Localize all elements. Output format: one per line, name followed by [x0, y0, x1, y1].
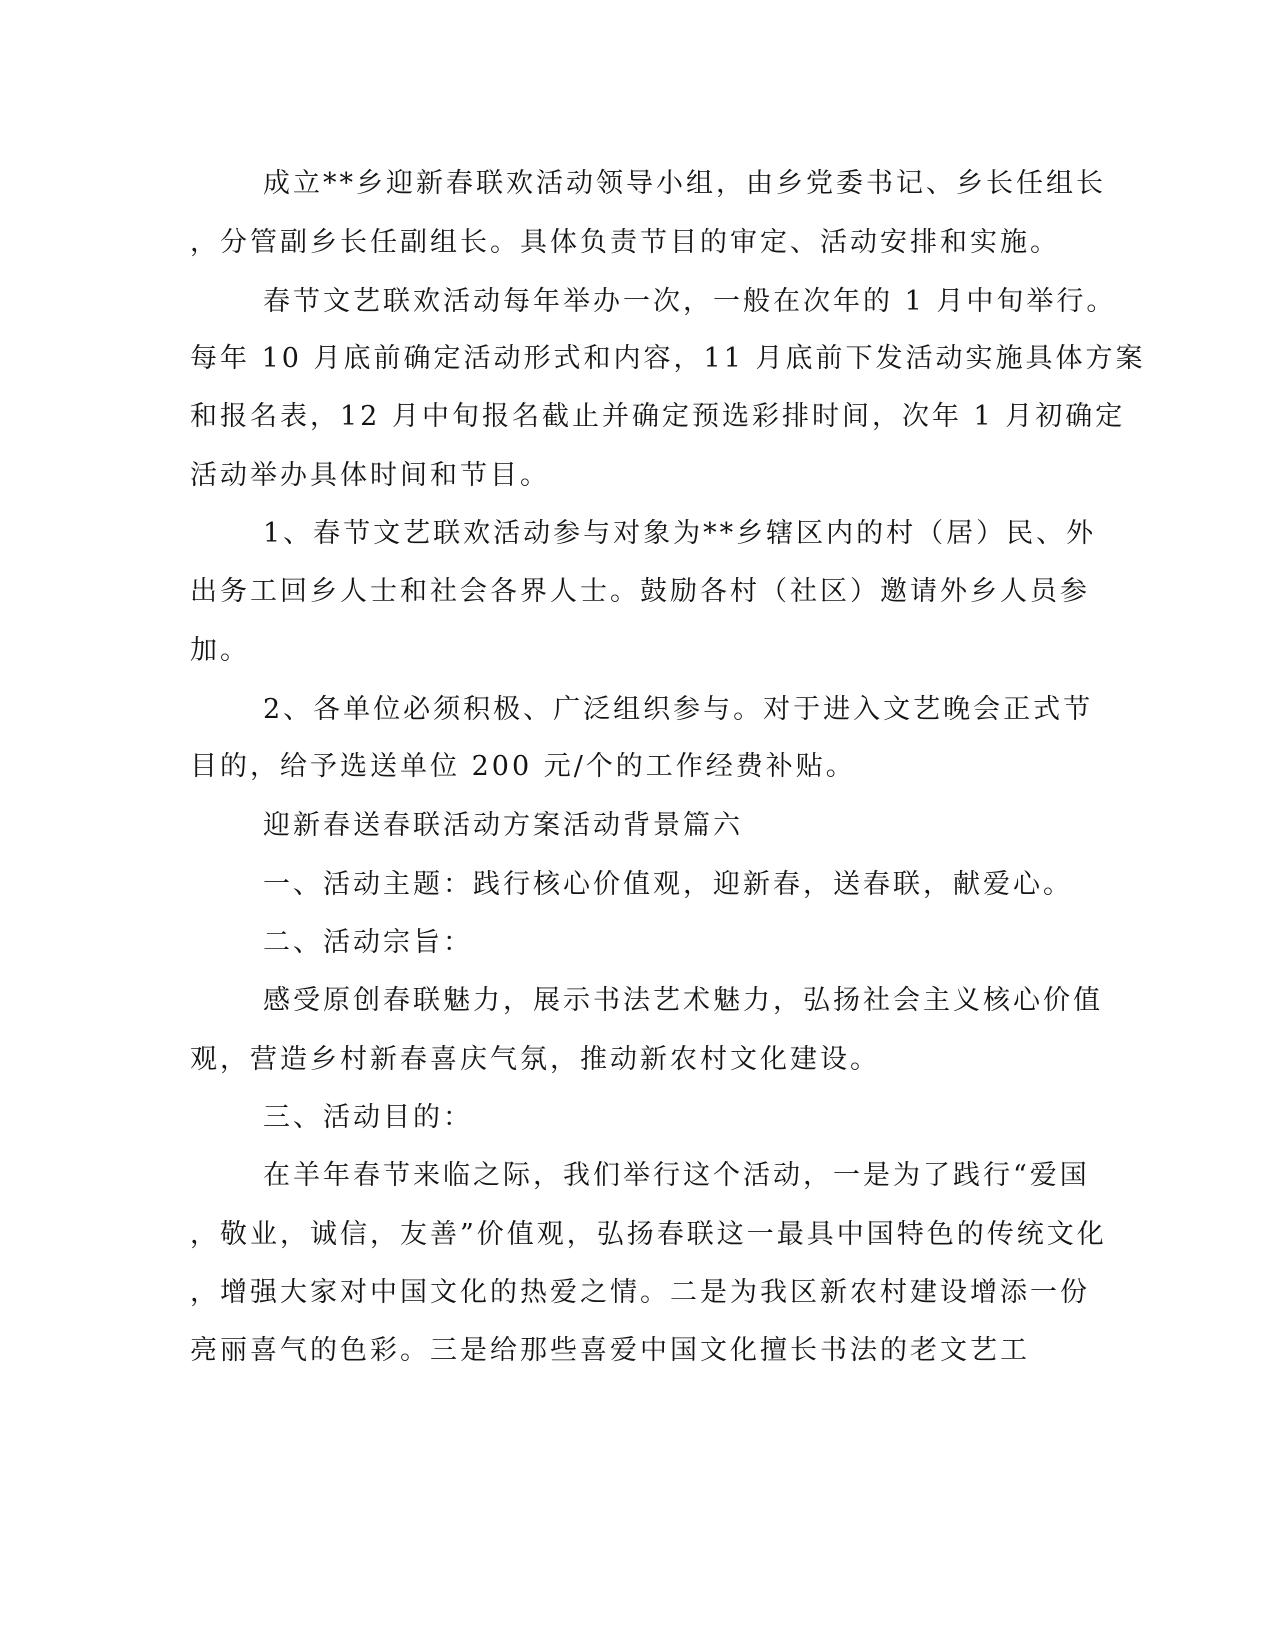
text-line: 1、春节文艺联欢活动参与对象为**乡辖区内的村（居）民、外 — [263, 518, 1097, 549]
text-line: 春节文艺联欢活动每年举办一次，一般在次年的 1 月中旬举行。 — [263, 286, 1117, 317]
section-heading: 迎新春送春联活动方案活动背景篇六 — [263, 810, 743, 841]
text-line: 加。 — [190, 635, 250, 666]
text-line: 每年 10 月底前确定活动形式和内容，11 月底前下发活动实施具体方案 — [190, 343, 1146, 374]
text-line: 一、活动主题：践行核心价值观，迎新春，送春联，献爱心。 — [263, 869, 1073, 900]
text-line: 亮丽喜气的色彩。三是给那些喜爱中国文化擅长书法的老文艺工 — [190, 1335, 1030, 1366]
text-line: 和报名表，12 月中旬报名截止并确定预选彩排时间，次年 1 月初确定 — [190, 401, 1126, 432]
text-line: 活动举办具体时间和节目。 — [190, 460, 550, 491]
text-line: 目的，给予选送单位 200 元/个的工作经费补贴。 — [190, 751, 856, 782]
text-line: ，分管副乡长任副组长。具体负责节目的审定、活动安排和实施。 — [190, 227, 1060, 258]
text-line: 在羊年春节来临之际，我们举行这个活动，一是为了践行“爱国 — [263, 1160, 1090, 1191]
text-line: 感受原创春联魅力，展示书法艺术魅力，弘扬社会主义核心价值 — [263, 985, 1103, 1016]
text-line: ，增强大家对中国文化的热爱之情。二是为我区新农村建设增添一份 — [190, 1277, 1090, 1308]
text-line: 三、活动目的： — [263, 1102, 473, 1133]
text-line: 观，营造乡村新春喜庆气氛，推动新农村文化建设。 — [190, 1044, 880, 1075]
text-line: 二、活动宗旨： — [263, 927, 473, 958]
text-line: ，敬业，诚信，友善”价值观，弘扬春联这一最具中国特色的传统文化 — [190, 1219, 1107, 1250]
text-line: 出务工回乡人士和社会各界人士。鼓励各村（社区）邀请外乡人员参 — [190, 576, 1090, 607]
text-line: 2、各单位必须积极、广泛组织参与。对于进入文艺晚会正式节 — [263, 694, 1094, 725]
text-line: 成立**乡迎新春联欢活动领导小组，由乡党委书记、乡长任组长 — [263, 168, 1106, 199]
